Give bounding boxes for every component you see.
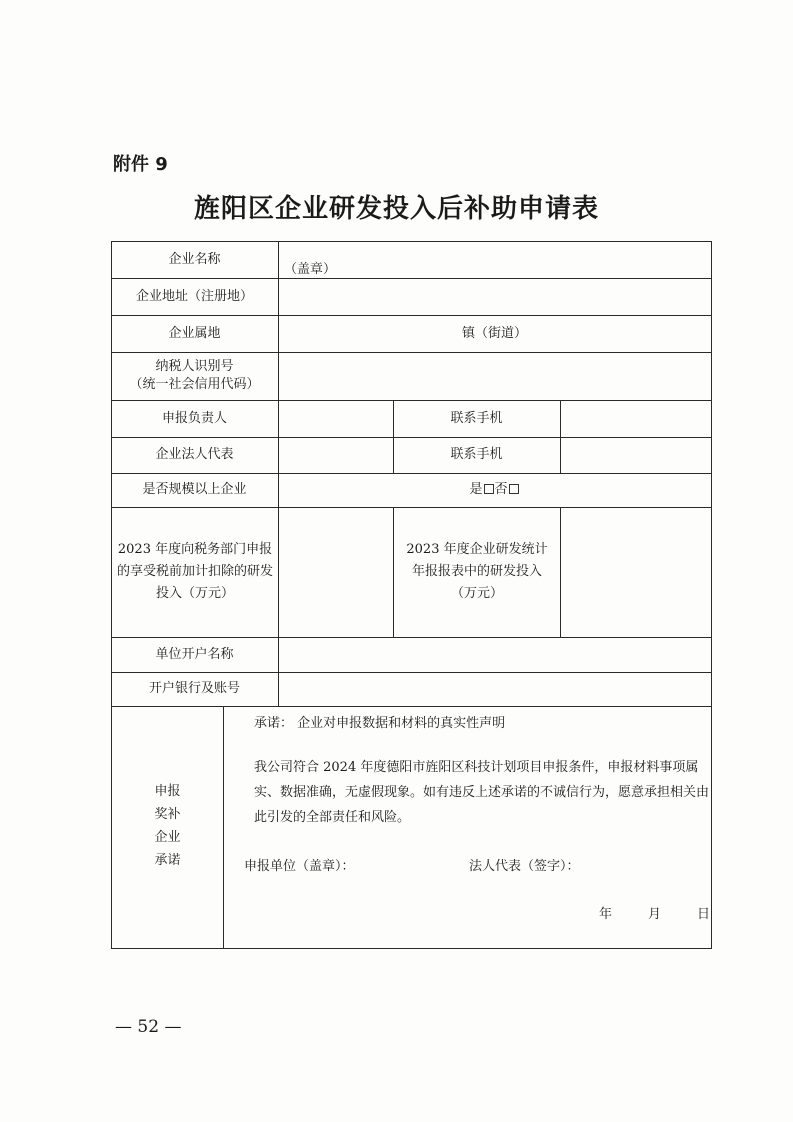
scale-options: [278, 473, 711, 507]
location-value: 镇（街道）: [461, 325, 527, 341]
scale-label: 是否规模以上企业: [142, 482, 247, 497]
table-col-line: [560, 400, 561, 473]
scale-no-label: 否: [494, 482, 508, 497]
legal-rep-label: 企业法人代表: [155, 447, 234, 462]
company-name-label: 企业名称: [168, 251, 221, 267]
rd-stat-label: 2023 年度企业研发统计年报报表中的研发投入（万元）: [406, 542, 548, 601]
scale-no-checkbox[interactable]: [509, 484, 519, 494]
account-name-label: 单位开户名称: [155, 646, 234, 662]
page-title: 旌阳区企业研发投入后补助申请表: [193, 194, 599, 224]
pledge-side-line: 企业: [154, 830, 181, 845]
location-label: 企业属地: [168, 325, 221, 341]
table-col-line: [560, 507, 561, 637]
scale-yes-checkbox[interactable]: [484, 484, 494, 494]
table-col-line: [223, 706, 224, 948]
table-border-right: [711, 241, 712, 949]
table-col-line: [393, 507, 394, 637]
pledge-side-line: 承诺: [154, 853, 181, 868]
attachment-label: 附件 9: [113, 154, 168, 175]
unit-signature-label: 申报单位（盖章）：: [244, 859, 355, 874]
date-year-label: 年: [599, 907, 613, 922]
rd-tax-label: 2023 年度向税务部门申报的享受税前加计扣除的研发投入（万元）: [116, 542, 273, 601]
table-row-line: [111, 706, 712, 707]
address-label: 企业地址（注册地）: [135, 288, 253, 304]
applicant-label: 申报负责人: [161, 410, 227, 426]
date-month-label: 月: [648, 907, 662, 922]
taxid-label-line1: 纳税人识别号: [155, 359, 234, 374]
pledge-side-line: 奖补: [154, 807, 181, 822]
taxid-label: [111, 352, 278, 400]
taxid-label-line2: （统一社会信用代码）: [129, 377, 260, 392]
bank-account-label: 开户银行及账号: [148, 681, 240, 696]
scale-yes-label: 是: [469, 482, 483, 497]
pledge-body: 我公司符合 2024 年度德阳市旌阳区科技计划项目申报条件，申报材料事项属实、数据准确，无虚假现象。如有违反上述承诺的不诚信行为，愿意承担相关由此引发的全部责任和风险。: [254, 760, 710, 825]
pledge-side-line: 申报: [154, 784, 181, 799]
applicant-phone-label: 联系手机: [450, 410, 503, 426]
pledge-heading: 承诺： 企业对申报数据和材料的真实性声明: [254, 716, 506, 731]
pledge-side-label: [112, 780, 223, 872]
table-border-bottom: [111, 948, 712, 949]
page-number: — 52 —: [115, 1017, 182, 1037]
date-day-label: 日: [697, 907, 711, 922]
legal-rep-signature-label: 法人代表（签字）：: [469, 859, 580, 874]
company-name-seal: （盖章）: [284, 262, 337, 277]
legal-phone-label: 联系手机: [450, 447, 503, 462]
